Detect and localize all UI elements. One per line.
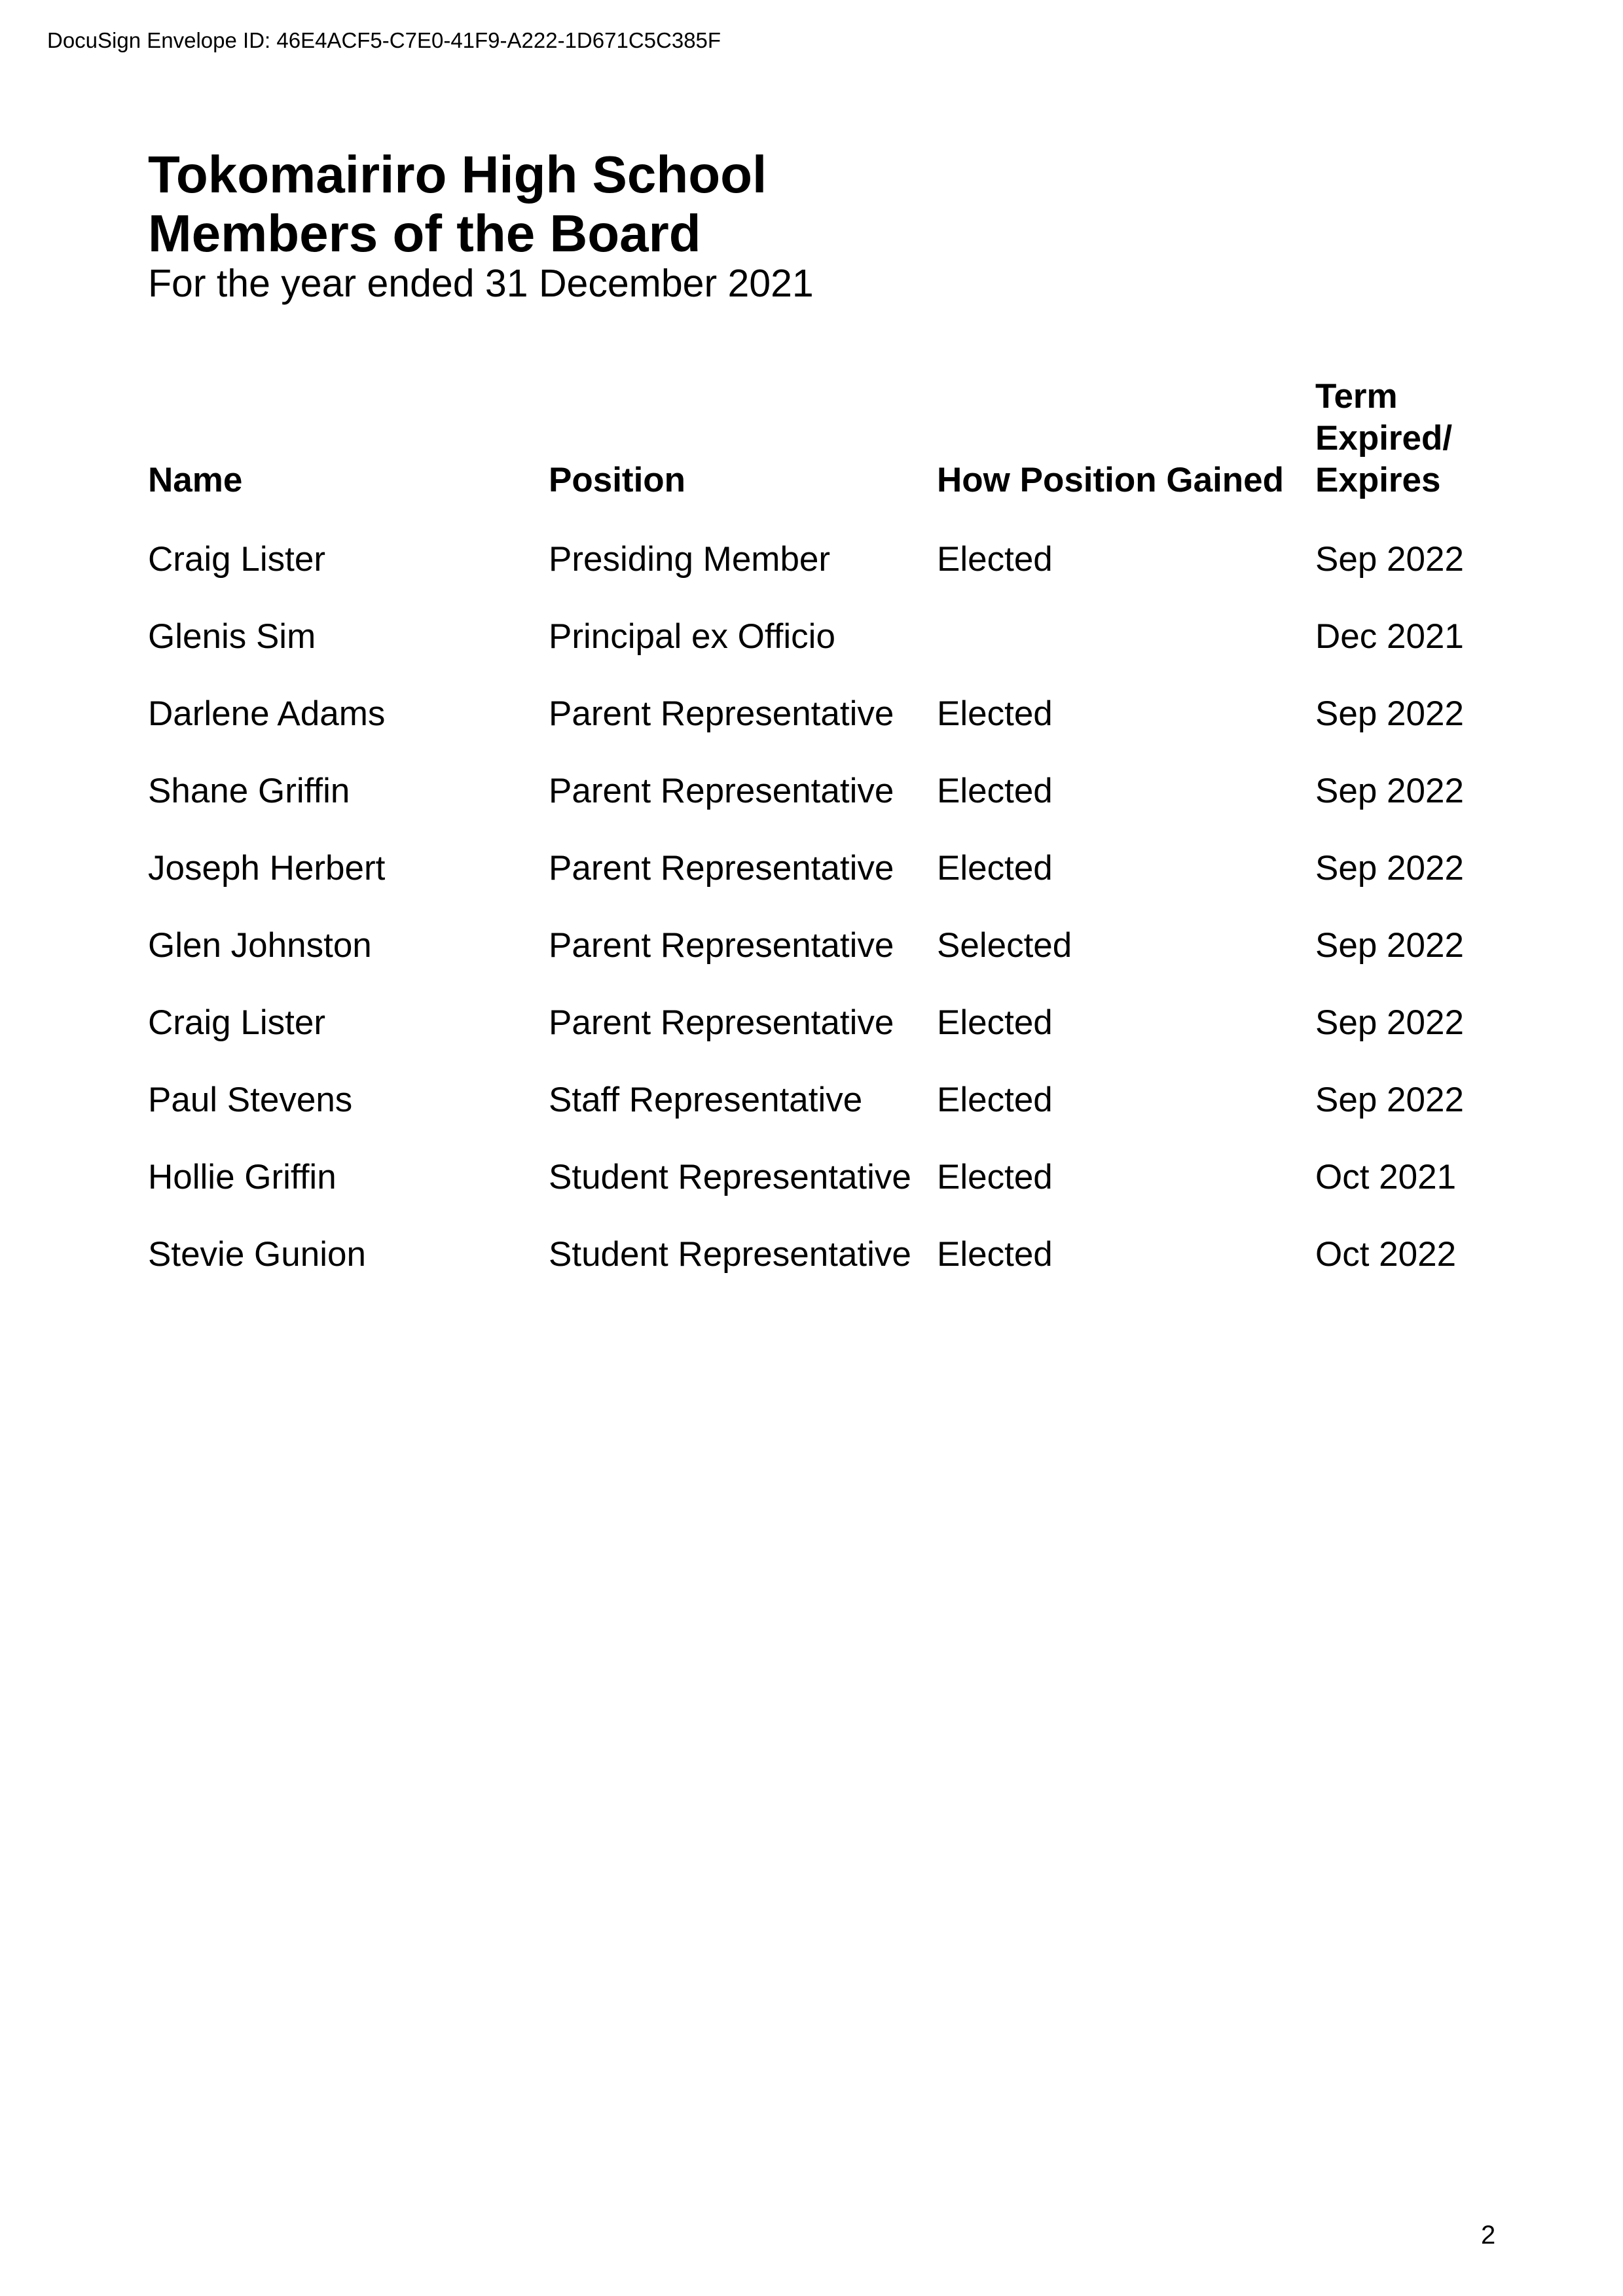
table-row xyxy=(148,1216,1510,1293)
cell-position: Parent Representative xyxy=(549,1003,894,1042)
table-body xyxy=(148,521,1510,1293)
cell-position: Parent Representative xyxy=(549,772,894,810)
cell-position: Principal ex Officio xyxy=(549,617,835,656)
table-row xyxy=(148,984,1510,1062)
cell-name: Shane Griffin xyxy=(148,772,350,810)
cell-term: Sep 2022 xyxy=(1315,926,1464,965)
table-row xyxy=(148,598,1510,675)
cell-name: Paul Stevens xyxy=(148,1081,353,1119)
column-header-term-line1: Term xyxy=(1315,377,1398,416)
cell-term: Dec 2021 xyxy=(1315,617,1464,656)
cell-how-gained: Elected xyxy=(937,540,1053,579)
cell-term: Sep 2022 xyxy=(1315,540,1464,579)
cell-how-gained: Elected xyxy=(937,1003,1053,1042)
table-row xyxy=(148,1062,1510,1139)
cell-position: Staff Representative xyxy=(549,1081,863,1119)
cell-position: Parent Representative xyxy=(549,694,894,733)
cell-term: Sep 2022 xyxy=(1315,1003,1464,1042)
document-subtitle: For the year ended 31 December 2021 xyxy=(148,262,814,305)
cell-how-gained: Elected xyxy=(937,849,1053,888)
column-header-term-line3: Expires xyxy=(1315,461,1441,499)
cell-position: Parent Representative xyxy=(549,849,894,888)
cell-name: Stevie Gunion xyxy=(148,1235,366,1274)
cell-term: Sep 2022 xyxy=(1315,772,1464,810)
table-row xyxy=(148,675,1510,753)
cell-position: Student Representative xyxy=(549,1158,911,1196)
cell-how-gained: Elected xyxy=(937,1081,1053,1119)
cell-name: Joseph Herbert xyxy=(148,849,386,888)
title-school-name: Tokomairiro High School xyxy=(148,145,767,204)
column-header-term xyxy=(1315,376,1452,501)
column-header-name: Name xyxy=(148,461,243,499)
cell-name: Craig Lister xyxy=(148,540,325,579)
column-header-position: Position xyxy=(549,461,686,499)
docusign-envelope-id: DocuSign Envelope ID: 46E4ACF5-C7E0-41F9-A222-1D671C5C385F xyxy=(47,28,721,52)
cell-position: Student Representative xyxy=(549,1235,911,1274)
table-row xyxy=(148,1139,1510,1216)
board-members-table xyxy=(148,370,1510,1293)
table-row xyxy=(148,830,1510,907)
cell-how-gained: Elected xyxy=(937,772,1053,810)
cell-how-gained: Elected xyxy=(937,694,1053,733)
cell-name: Craig Lister xyxy=(148,1003,325,1042)
page-number: 2 xyxy=(1481,2221,1496,2250)
cell-term: Oct 2021 xyxy=(1315,1158,1457,1196)
title-members-of-board: Members of the Board xyxy=(148,204,701,262)
cell-name: Glen Johnston xyxy=(148,926,372,965)
table-header-row xyxy=(148,370,1510,501)
cell-term: Oct 2022 xyxy=(1315,1235,1457,1274)
table-row xyxy=(148,753,1510,830)
cell-position: Presiding Member xyxy=(549,540,831,579)
table-row xyxy=(148,907,1510,984)
column-header-term-line2: Expired/ xyxy=(1315,419,1453,457)
document-title xyxy=(148,145,767,263)
cell-how-gained: Elected xyxy=(937,1235,1053,1274)
cell-term: Sep 2022 xyxy=(1315,849,1464,888)
cell-position: Parent Representative xyxy=(549,926,894,965)
cell-how-gained: Elected xyxy=(937,1158,1053,1196)
cell-name: Glenis Sim xyxy=(148,617,316,656)
cell-name: Hollie Griffin xyxy=(148,1158,337,1196)
cell-name: Darlene Adams xyxy=(148,694,386,733)
table-row xyxy=(148,521,1510,598)
cell-how-gained: Selected xyxy=(937,926,1072,965)
column-header-how-gained: How Position Gained xyxy=(937,461,1285,499)
cell-term: Sep 2022 xyxy=(1315,1081,1464,1119)
cell-term: Sep 2022 xyxy=(1315,694,1464,733)
